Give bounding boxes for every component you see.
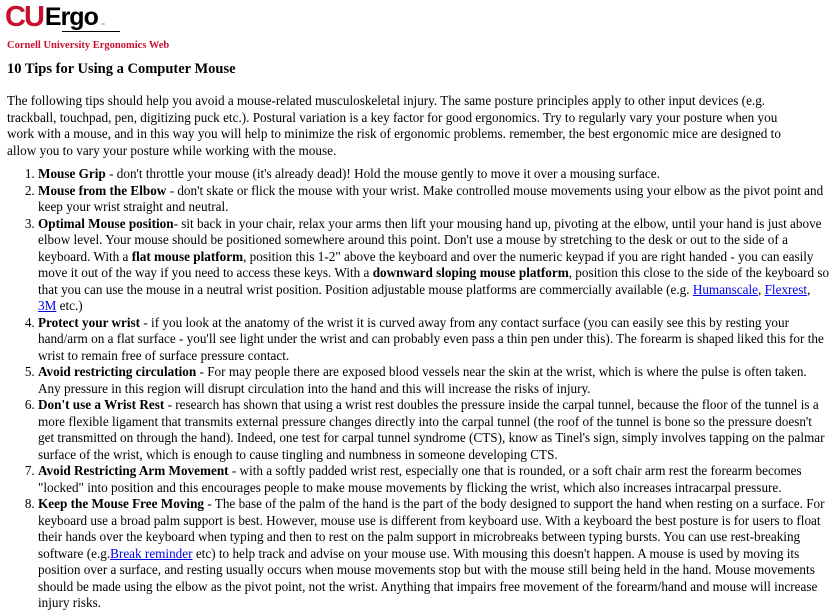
link-separator: ,	[807, 281, 811, 297]
page-title: 10 Tips for Using a Computer Mouse	[7, 61, 236, 77]
tip-text: - if you look at the anatomy of the wrist it is curved away from any contact surface (you can easily see this by resting your hand/arm on a flat surface - you'll see light under the wrist and can probably even pass a thin pen under this). The forearm is shaped liked this for the wrist to remain free of surface pressure contact.	[38, 314, 824, 363]
tip-title: Protect your wrist	[38, 314, 141, 330]
tip-optimal-mouse-position	[38, 216, 830, 315]
logo-ergo: Ergo	[44, 3, 98, 31]
logo-dash: -	[100, 15, 106, 30]
tip-title: Avoid Restricting Arm Movement	[38, 463, 229, 478]
logo-cu: CU	[5, 1, 43, 33]
break-reminder-link[interactable]: Break reminder	[110, 545, 193, 561]
tip-no-wrist-rest	[38, 397, 830, 463]
tip-mouse-from-elbow	[38, 183, 830, 216]
tip-text: , position this close to the side of the keyboard so that you can use the mouse in a neutral wrist position. Position adjustable mouse platforms are commercially available (e.g.	[38, 265, 830, 297]
logo-underline	[62, 31, 120, 32]
tip-mouse-grip	[38, 166, 830, 183]
intro-paragraph: The following tips should help you avoid a mouse-related musculoskeletal injury. The same posture principles apply to other input devices (e.g. trackball, touchpad, pen, digitizing puck etc.). Postural variation is a key factor for good ergonomics. Try to regularly vary your posture when you work with a mouse, and in this way you will help to minimize the risk of ergonomic problems. remember, the best ergonomic mice are designed to allow you to vary your posture while working with the mouse.	[7, 93, 781, 158]
flat-mouse-platform-term: flat mouse platform	[131, 248, 244, 264]
tip-keep-mouse-free-moving	[38, 496, 830, 612]
link-separator: ,	[758, 281, 765, 297]
3m-link[interactable]: 3M	[38, 298, 57, 313]
humanscale-link[interactable]: Humanscale	[692, 281, 758, 297]
tip-protect-wrist	[38, 315, 830, 365]
tip-text: - don't throttle your mouse (it's already dead)! Hold the mouse gently to move it over a mousing surface.	[105, 166, 660, 181]
tip-title: Mouse Grip	[38, 166, 106, 181]
tip-title: Avoid restricting circulation	[38, 364, 197, 379]
tip-title: Optimal Mouse position	[38, 215, 174, 231]
tip-text: - don't skate or flick the mouse with your wrist. Make controlled mouse movements using your elbow as the pivot point and keep your wrist straight and neutral.	[38, 182, 824, 214]
tip-title: Don't use a Wrist Rest	[38, 397, 165, 412]
tip-text: , position this 1-2" above the keyboard and over the numeric keypad if you are right handed - you can easily move it out of the way if you need to access these keys. With a	[38, 248, 814, 280]
tips-list	[0, 166, 830, 612]
tip-avoid-restricting-circulation	[38, 364, 830, 397]
tip-title: Keep the Mouse Free Moving	[38, 496, 205, 511]
tip-title: Mouse from the Elbow	[38, 182, 167, 198]
tip-text: - For may people there are exposed blood vessels near the skin at the wrist, which is where the pulse is often taken. Any pressure in this region will disrupt circulation into the hand and this will increase the risks of injury.	[38, 364, 807, 396]
tip-text: - sit back in your chair, relax your arms then lift your mousing hand up, pivoting at the elbow, until your hand is just above elbow level. Your mouse should be positioned somewhere around this point. Don't use a mouse by stretching to the desk or out to the side of a keyboard. With a	[38, 215, 822, 264]
org-name: Cornell University Ergonomics Web	[7, 40, 170, 51]
cuergo-logo[interactable]	[5, 2, 105, 32]
tip-text: etc.)	[56, 298, 83, 313]
flexrest-link[interactable]: Flexrest	[764, 281, 808, 297]
tip-text: etc) to help track and advise on your mouse use. With mousing this doesn't happen. A mouse is used by moving its position over a surface, and resting usually occurs when mouse movements stop but with the mouse still being held in the hand. Mouse movements should be made using the elbow as the pivot point, not the wrist. Anything that impairs free movement of the forearm/hand and mouse will increase injury risks.	[38, 545, 818, 610]
tip-avoid-restricting-arm-movement	[38, 463, 830, 496]
tip-text: - The base of the palm of the hand is the part of the body designed to support the hand when resting on a surface. For keyboard use a broad palm support is best. However, mouse use is different from keyboard use. With a keyboard the best posture is for users to float their hands over the keyboard when typing and then to rest on the palm support in microbreaks between typing bursts. You can use rest-breaking software (e.g.	[38, 496, 825, 561]
tip-text: - research has shown that using a wrist rest doubles the pressure inside the carpal tunnel, because the floor of the tunnel is a more flexible ligament that transmits external pressure changes directly into the carpal tunnel (the roof of the tunnel is bone so the pressure doesn't get transmitted on through the hand). Indeed, one test for carpal tunnel syndrome (CTS), know as Tinel's sign, simply involves tapping on the palmar surface of the wrist, which is enough to cause tingling and numbness in someone developing CTS.	[38, 397, 825, 462]
tip-text: - with a softly padded wrist rest, especially one that is rounded, or a soft chair arm rest the forearm becomes "locked" into position and this encourages people to make mouse movements by flicking the wrist, which also increases intracarpal pressure.	[38, 463, 802, 495]
downward-sloping-platform-term: downward sloping mouse platform	[372, 265, 569, 280]
